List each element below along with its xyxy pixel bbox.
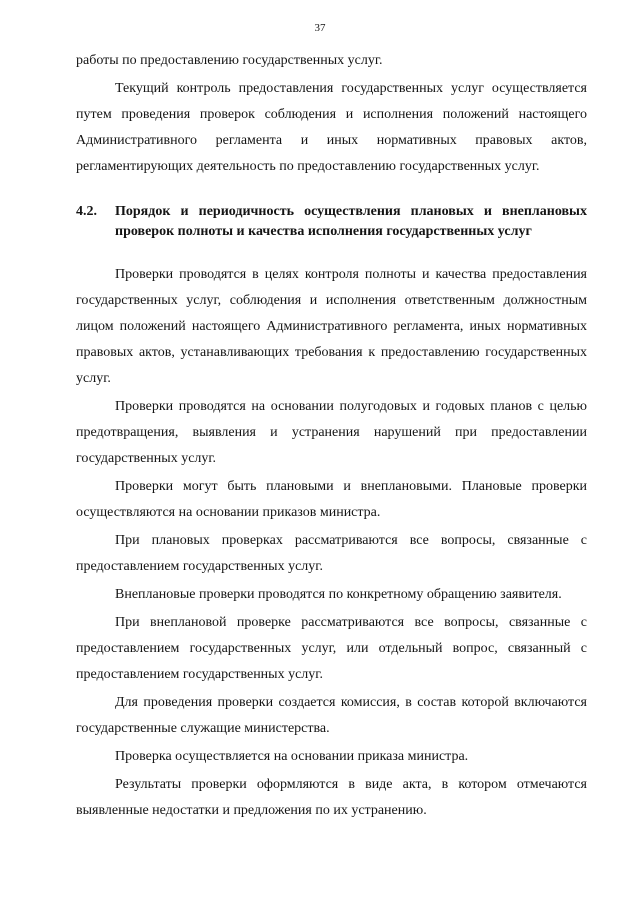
document-body [76,48,587,824]
paragraph-commission: Для проведения проверки создается комиссия, в состав которой включаются государственные служащие министерства. [76,695,587,736]
paragraph-unplanned-trigger: Внеплановые проверки проводятся по конкретному обращению заявителя. [115,587,562,602]
section-title: Порядок и периодичность осуществления плановых и внеплановых проверок полноты и качества исполнения государственных услуг [115,204,587,239]
paragraph-inspections-purpose: Проверки проводятся в целях контроля полноты и качества предоставления государственных услуг, соблюдения и исполнения ответственным должностным лицом положений настоящего Административного регламента, иных нормативных правовых актов, устанавливающих требования к предоставлению государственных услуг. [76,267,587,386]
paragraph-order-basis: Проверка осуществляется на основании приказа министра. [115,749,469,764]
section-heading [76,202,587,242]
paragraph-results: Результаты проверки оформляются в виде акта, в котором отмечаются выявленные недостатки и предложения по их устранению. [76,777,587,818]
paragraph-planned-unplanned: Проверки могут быть плановыми и внеплановыми. Плановые проверки осуществляются на основании приказов министра. [76,479,587,520]
section-number: 4.2. [76,204,97,219]
paragraph-continuation: работы по предоставлению государственных услуг. [76,53,383,68]
paragraph-current-control: Текущий контроль предоставления государственных услуг осуществляется путем проведения проверок соблюдения и исполнения положений настоящего Административного регламента и иных нормативных правовых актов, регламентирующих деятельность по предоставлению государственных услуг. [76,81,587,174]
paragraph-planned-scope: При плановых проверках рассматриваются все вопросы, связанные с предоставлением государственных услуг. [76,533,587,574]
paragraph-inspections-plans: Проверки проводятся на основании полугодовых и годовых планов с целью предотвращения, выявления и устранения нарушений при предоставлении государственных услуг. [76,399,587,466]
paragraph-unplanned-scope: При внеплановой проверке рассматриваются все вопросы, связанные с предоставлением государственных услуг, или отдельный вопрос, связанный с предоставлением государственных услуг. [76,615,587,682]
page-number: 37 [314,22,326,34]
